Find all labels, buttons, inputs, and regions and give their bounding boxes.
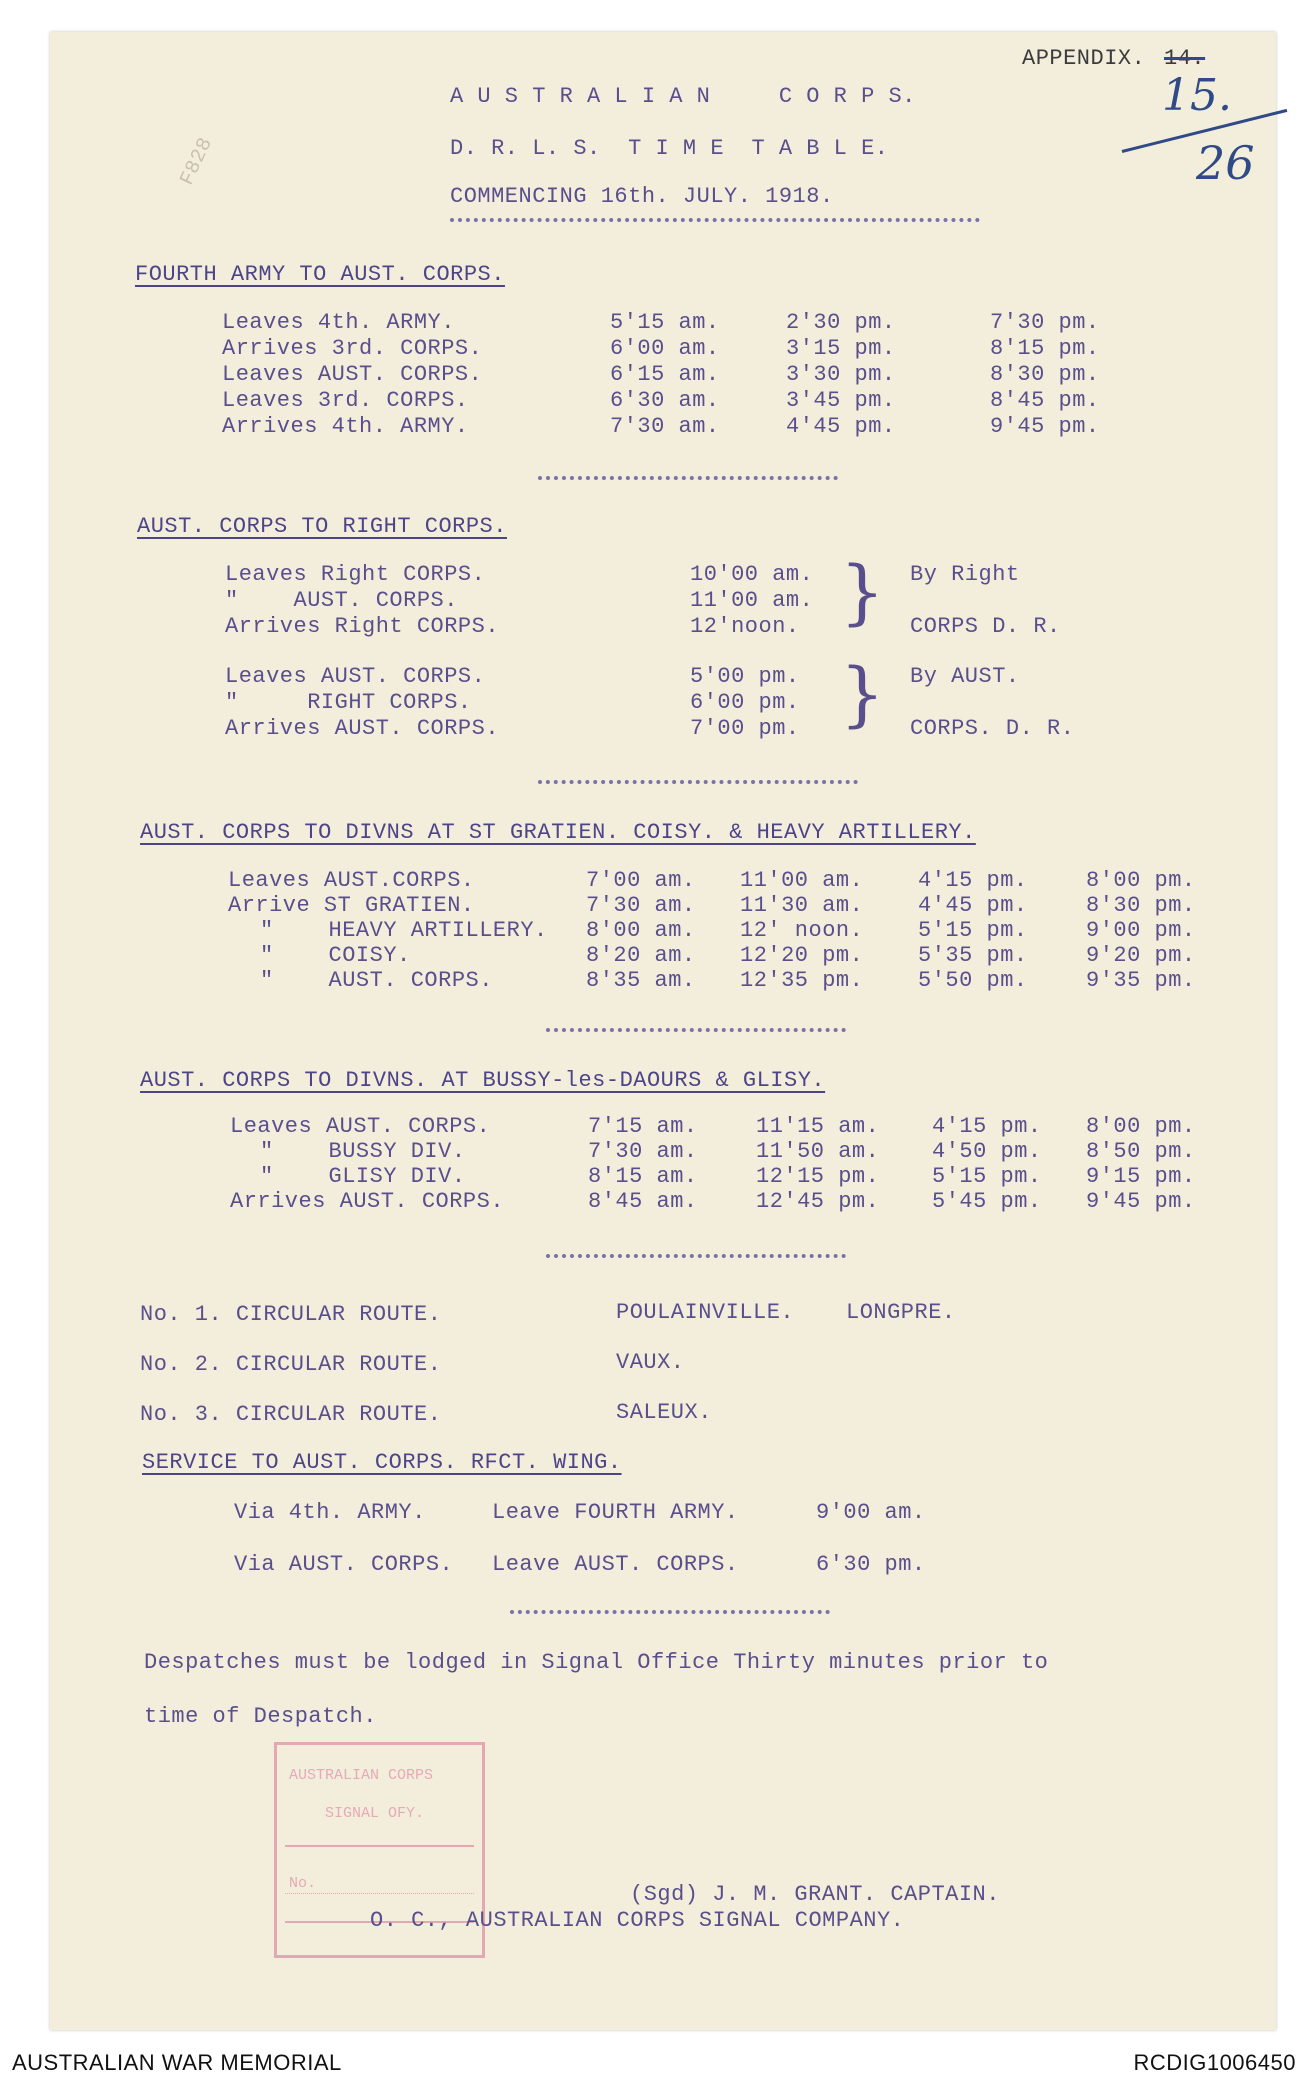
appendix-handwritten-number: 15. [1162,70,1232,121]
st-gratien-time: 12'20 pm. [740,943,864,968]
st-gratien-row-label: " AUST. CORPS. [260,968,493,993]
fourth-army-time: 6'00 am. [610,336,720,361]
st-gratien-row-label: Leaves AUST.CORPS. [228,868,475,893]
signature-title: O. C., AUSTRALIAN CORPS SIGNAL COMPANY. [370,1908,905,1933]
fourth-army-time: 6'30 am. [610,388,720,413]
right-corps-time: 11'00 am. [690,588,814,613]
fourth-army-time: 2'30 pm. [786,310,896,335]
rfct-leave: Leave AUST. CORPS. [492,1552,739,1577]
right-corps-note: CORPS D. R. [910,614,1061,639]
bussy-row-label: Leaves AUST. CORPS. [230,1114,491,1139]
st-gratien-time: 8'00 am. [586,918,696,943]
bussy-time: 9'15 pm. [1086,1164,1196,1189]
section-divider [510,1610,830,1614]
bussy-time: 11'15 am. [756,1114,880,1139]
section-divider [538,476,838,480]
bussy-time: 9'45 pm. [1086,1189,1196,1214]
circular-route-label: No. 3. CIRCULAR ROUTE. [140,1402,442,1427]
bussy-time: 12'15 pm. [756,1164,880,1189]
rfct-via: Via AUST. CORPS. [234,1552,454,1577]
st-gratien-time: 9'35 pm. [1086,968,1196,993]
st-gratien-time: 4'15 pm. [918,868,1028,893]
document-title: A U S T R A L I A N C O R P S. [450,84,916,109]
circular-route-place: LONGPRE. [846,1300,956,1325]
appendix-struck-number: 14. [1164,46,1206,71]
st-gratien-time: 11'00 am. [740,868,864,893]
bussy-time: 11'50 am. [756,1139,880,1164]
fourth-army-time: 7'30 pm. [990,310,1100,335]
section-heading-right-corps: AUST. CORPS TO RIGHT CORPS. [137,514,507,539]
circular-route-place: VAUX. [616,1350,685,1375]
fourth-army-time: 5'15 am. [610,310,720,335]
section-heading-rfct-wing: SERVICE TO AUST. CORPS. RFCT. WING. [142,1450,622,1475]
right-corps-row-label: " AUST. CORPS. [225,588,458,613]
section-divider [538,780,858,784]
right-corps-time: 7'00 pm. [690,716,800,741]
right-corps-row-label: Leaves AUST. CORPS. [225,664,486,689]
signature-name: (Sgd) J. M. GRANT. CAPTAIN. [630,1882,1000,1907]
st-gratien-time: 5'15 pm. [918,918,1028,943]
circular-route-place: POULAINVILLE. [616,1300,795,1325]
st-gratien-time: 8'30 pm. [1086,893,1196,918]
bussy-time: 8'00 pm. [1086,1114,1196,1139]
st-gratien-time: 9'20 pm. [1086,943,1196,968]
st-gratien-time: 12'35 pm. [740,968,864,993]
fourth-army-row-label: Leaves 3rd. CORPS. [222,388,469,413]
stamp-text: No. [289,1875,317,1892]
rfct-time: 9'00 am. [816,1500,926,1525]
circular-route-place: SALEUX. [616,1400,712,1425]
bussy-row-label: " BUSSY DIV. [260,1139,466,1164]
bussy-time: 7'15 am. [588,1114,698,1139]
despatch-note: Despatches must be lodged in Signal Office Thirty minutes prior to [144,1650,1049,1675]
st-gratien-time: 7'00 am. [586,868,696,893]
fourth-army-row-label: Arrives 3rd. CORPS. [222,336,483,361]
fourth-army-time: 7'30 am. [610,414,720,439]
bussy-time: 5'15 pm. [932,1164,1042,1189]
right-corps-row-label: Arrives AUST. CORPS. [225,716,500,741]
st-gratien-time: 8'00 pm. [1086,868,1196,893]
fourth-army-time: 3'30 pm. [786,362,896,387]
rfct-time: 6'30 pm. [816,1552,926,1577]
st-gratien-time: 12' noon. [740,918,864,943]
st-gratien-time: 4'45 pm. [918,893,1028,918]
right-corps-note: By AUST. [910,664,1020,689]
fourth-army-time: 3'15 pm. [786,336,896,361]
pencil-mark: F828 [176,133,218,190]
appendix-label: APPENDIX. [1022,46,1146,71]
document-sheet [50,32,1276,2030]
st-gratien-row-label: " HEAVY ARTILLERY. [260,918,548,943]
stamp-text: SIGNAL OFY. [325,1805,425,1822]
fourth-army-time: 4'45 pm. [786,414,896,439]
circular-route-label: No. 1. CIRCULAR ROUTE. [140,1302,442,1327]
fourth-army-row-label: Leaves AUST. CORPS. [222,362,483,387]
bussy-time: 8'45 am. [588,1189,698,1214]
st-gratien-row-label: " COISY. [260,943,411,968]
right-corps-row-label: Arrives Right CORPS. [225,614,500,639]
st-gratien-time: 11'30 am. [740,893,864,918]
st-gratien-time: 7'30 am. [586,893,696,918]
right-corps-row-label: Leaves Right CORPS. [225,562,486,587]
right-corps-brace: } [840,653,885,735]
section-heading-fourth-army: FOURTH ARMY TO AUST. CORPS. [135,262,505,287]
bussy-row-label: Arrives AUST. CORPS. [230,1189,505,1214]
st-gratien-row-label: Arrive ST GRATIEN. [228,893,475,918]
st-gratien-time: 5'35 pm. [918,943,1028,968]
fourth-army-time: 3'45 pm. [786,388,896,413]
section-divider [546,1254,846,1258]
document-subtitle: D. R. L. S. T I M E T A B L E. [450,136,889,161]
right-corps-brace: } [840,551,885,633]
right-corps-time: 10'00 am. [690,562,814,587]
right-corps-note: By Right [910,562,1020,587]
bussy-row-label: " GLISY DIV. [260,1164,466,1189]
st-gratien-time: 9'00 pm. [1086,918,1196,943]
st-gratien-time: 8'35 am. [586,968,696,993]
rfct-via: Via 4th. ARMY. [234,1500,426,1525]
right-corps-time: 6'00 pm. [690,690,800,715]
bussy-time: 8'50 pm. [1086,1139,1196,1164]
fourth-army-time: 8'30 pm. [990,362,1100,387]
fourth-army-time: 9'45 pm. [990,414,1100,439]
bussy-time: 8'15 am. [588,1164,698,1189]
stamp-text: AUSTRALIAN CORPS [289,1767,434,1784]
appendix-handwritten-ref: 26 [1196,136,1255,190]
bussy-time: 4'50 pm. [932,1139,1042,1164]
fourth-army-time: 8'15 pm. [990,336,1100,361]
fourth-army-row-label: Leaves 4th. ARMY. [222,310,455,335]
footer-left-caption: AUSTRALIAN WAR MEMORIAL [12,2050,342,2075]
despatch-note: time of Despatch. [144,1704,377,1729]
bussy-time: 12'45 pm. [756,1189,880,1214]
right-corps-time: 5'00 pm. [690,664,800,689]
bussy-time: 5'45 pm. [932,1189,1042,1214]
st-gratien-time: 8'20 am. [586,943,696,968]
circular-route-label: No. 2. CIRCULAR ROUTE. [140,1352,442,1377]
bussy-time: 7'30 am. [588,1139,698,1164]
right-corps-row-label: " RIGHT CORPS. [225,690,472,715]
title-divider [450,218,980,222]
right-corps-note: CORPS. D. R. [910,716,1075,741]
right-corps-time: 12'noon. [690,614,800,639]
section-heading-st-gratien: AUST. CORPS TO DIVNS AT ST GRATIEN. COISY. & HEAVY ARTILLERY. [140,820,976,845]
fourth-army-time: 6'15 am. [610,362,720,387]
section-divider [546,1028,846,1032]
footer-right-caption: RCDIG1006450 [1133,2050,1296,2075]
fourth-army-time: 8'45 pm. [990,388,1100,413]
rfct-leave: Leave FOURTH ARMY. [492,1500,739,1525]
bussy-time: 4'15 pm. [932,1114,1042,1139]
fourth-army-row-label: Arrives 4th. ARMY. [222,414,469,439]
st-gratien-time: 5'50 pm. [918,968,1028,993]
commencing-date: COMMENCING 16th. JULY. 1918. [450,184,834,209]
section-heading-bussy: AUST. CORPS TO DIVNS. AT BUSSY-les-DAOURS & GLISY. [140,1068,826,1093]
